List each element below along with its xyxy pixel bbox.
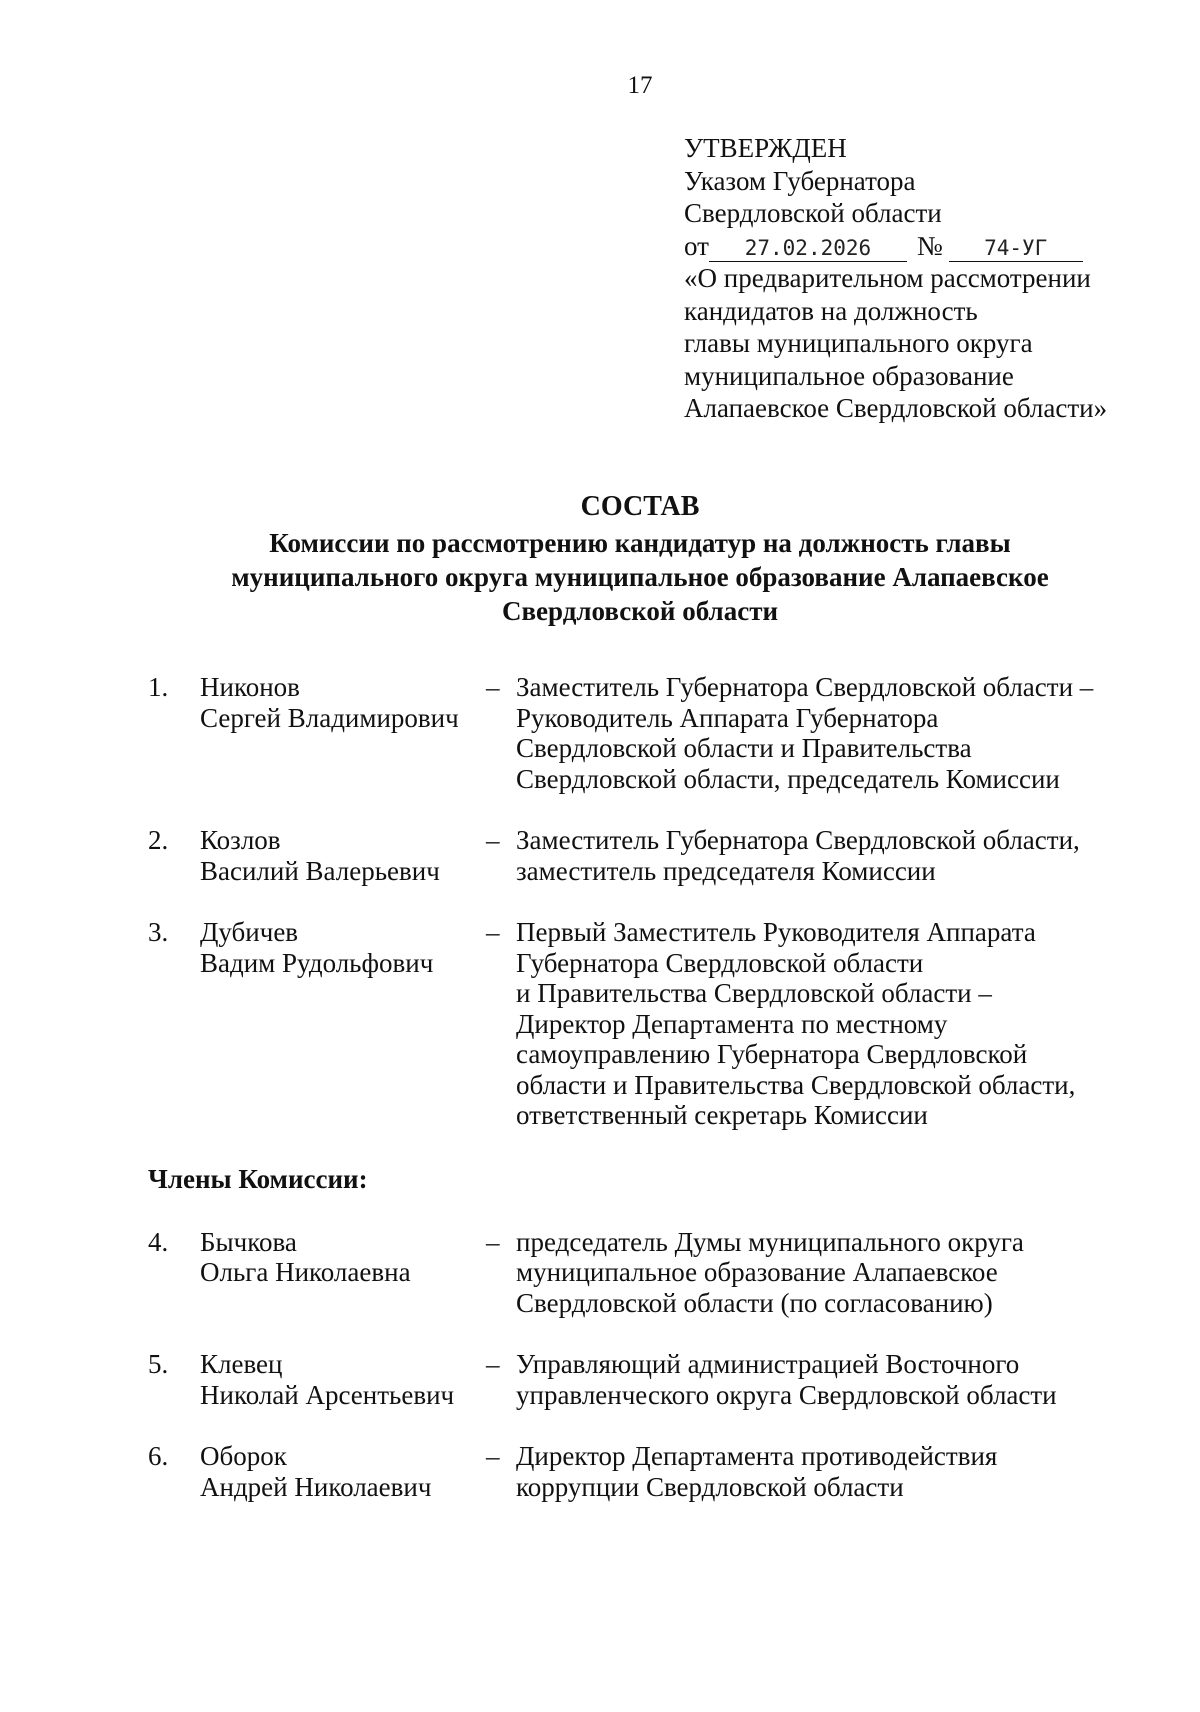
member-number: 4.: [148, 1226, 169, 1257]
member-surname: Козлов: [200, 825, 281, 855]
position-line: Директор Департамента противодействия: [516, 1441, 998, 1471]
position-line: председатель Думы муниципального округа: [516, 1226, 1024, 1257]
approval-line-region: Свердловской области: [684, 198, 942, 228]
member-given-names: Андрей Николаевич: [200, 1471, 432, 1502]
member-surname: Дубичев: [200, 917, 299, 947]
commission-member-row: [148, 672, 1148, 794]
dash-separator: –: [486, 917, 500, 947]
approval-line-decree: Указом Губернатора: [684, 165, 916, 196]
approval-line-approved: УТВЕРЖДЕН: [684, 133, 847, 163]
dash-separator: –: [486, 825, 500, 855]
member-name: [200, 825, 490, 886]
position-line: ответственный секретарь Комиссии: [516, 1100, 928, 1130]
member-number: 3.: [148, 917, 169, 947]
approval-stamp: [684, 132, 1184, 425]
member-position: [516, 1227, 1136, 1319]
member-number: 5.: [148, 1349, 169, 1379]
position-line: Заместитель Губернатора Свердловской области,: [516, 825, 1080, 855]
position-line: самоуправлению Губернатора Свердловской: [516, 1039, 1028, 1069]
members-section-label: Члены Комиссии:: [148, 1163, 368, 1194]
member-given-names: Вадим Рудольфович: [200, 947, 434, 978]
approval-subject-line: главы муниципального округа: [684, 328, 1033, 358]
member-surname: Клевец: [200, 1349, 283, 1379]
member-position: [516, 825, 1136, 886]
page-number: 17: [627, 72, 653, 99]
dash-separator: –: [486, 672, 500, 702]
member-number: 1.: [148, 672, 169, 702]
member-surname: Никонов: [200, 672, 300, 702]
member-given-names: Сергей Владимирович: [200, 702, 459, 733]
position-line: заместитель председателя Комиссии: [516, 855, 936, 886]
commission-member-row: [148, 1349, 1148, 1410]
member-surname: Бычкова: [200, 1226, 297, 1257]
member-number: 2.: [148, 825, 169, 855]
position-line: Свердловской области, председатель Комиссии: [516, 763, 1060, 794]
commission-member-row: [148, 1227, 1148, 1319]
approval-subject-line: кандидатов на должность: [684, 295, 978, 326]
position-line: Директор Департамента по местному: [516, 1008, 948, 1039]
position-line: муниципальное образование Алапаевское: [516, 1257, 998, 1287]
position-line: Заместитель Губернатора Свердловской области –: [516, 672, 1094, 702]
member-position: [516, 1441, 1136, 1502]
approval-subject-line: муниципальное образование: [684, 360, 1014, 391]
position-line: Первый Заместитель Руководителя Аппарата: [516, 917, 1036, 947]
member-name: [200, 1227, 490, 1288]
document-title: СОСТАВ: [580, 491, 700, 522]
member-given-names: Николай Арсентьевич: [200, 1379, 455, 1410]
document-heading: [100, 488, 1180, 628]
decree-date: 27.02.2026: [709, 235, 907, 262]
document-subtitle-line: Комиссии по рассмотрению кандидатур на должность главы: [269, 528, 1011, 558]
dash-separator: –: [486, 1349, 500, 1379]
approval-subject-line: «О предварительном рассмотрении: [684, 263, 1091, 293]
member-given-names: Василий Валерьевич: [200, 855, 440, 886]
position-line: Свердловской области и Правительства: [516, 733, 972, 763]
position-line: и Правительства Свердловской области –: [516, 978, 992, 1008]
member-name: [200, 1441, 490, 1502]
document-subtitle-line: муниципального округа муниципальное образование Алапаевское: [231, 562, 1049, 592]
member-number: 6.: [148, 1441, 169, 1471]
member-position: [516, 672, 1136, 794]
position-line: области и Правительства Свердловской области,: [516, 1069, 1076, 1100]
document-subtitle-line: Свердловской области: [501, 596, 779, 626]
dash-separator: –: [486, 1441, 500, 1471]
member-name: [200, 672, 490, 733]
member-name: [200, 917, 490, 978]
member-name: [200, 1349, 490, 1410]
commission-member-row: [148, 825, 1148, 886]
member-given-names: Ольга Николаевна: [200, 1257, 411, 1287]
member-surname: Оборок: [200, 1441, 287, 1471]
member-position: [516, 1349, 1136, 1410]
commission-member-row: [148, 1441, 1148, 1502]
position-line: коррупции Свердловской области: [516, 1471, 904, 1502]
approval-subject-line: Алапаевское Свердловской области»: [684, 393, 1108, 423]
position-line: Губернатора Свердловской области: [516, 947, 924, 978]
position-line: управленческого округа Свердловской области: [516, 1379, 1057, 1410]
approval-date-line: [684, 230, 1184, 263]
decree-number: 74-УГ: [949, 235, 1083, 262]
number-sign: №: [916, 230, 943, 261]
commission-list: [148, 672, 1148, 1502]
position-line: Руководитель Аппарата Губернатора: [516, 702, 939, 733]
member-position: [516, 917, 1136, 1131]
position-line: Управляющий администрацией Восточного: [516, 1349, 1020, 1379]
commission-member-row: [148, 917, 1148, 1131]
position-line: Свердловской области (по согласованию): [516, 1287, 993, 1318]
dash-separator: –: [486, 1226, 500, 1257]
date-prefix: от: [684, 230, 709, 261]
